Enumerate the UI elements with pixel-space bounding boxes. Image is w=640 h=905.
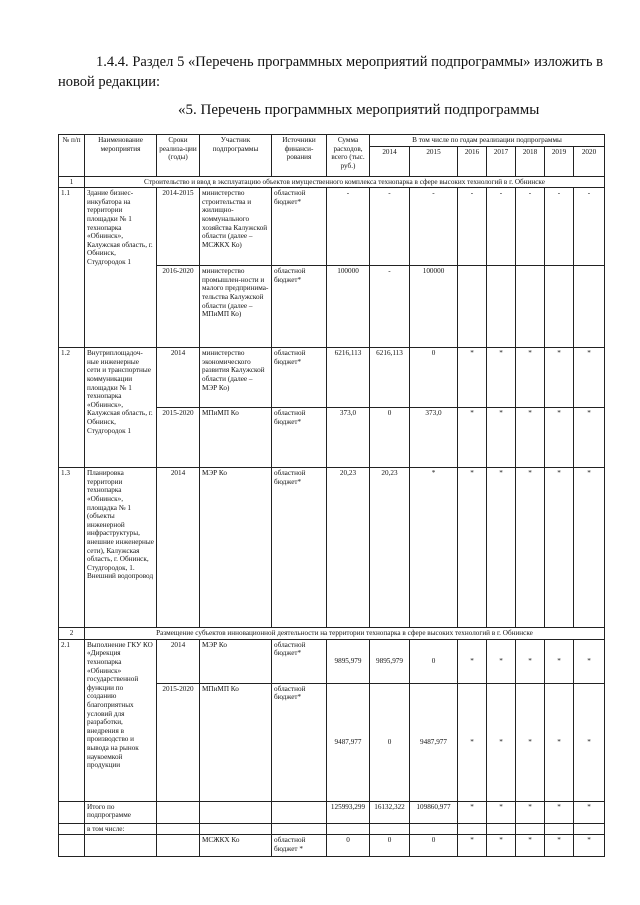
item-y2019: * xyxy=(545,468,574,628)
intro-number: 1.4.4. xyxy=(96,54,129,70)
last-sum: 0 xyxy=(327,835,370,857)
item-terms: 2014 xyxy=(157,639,200,683)
item-num: 1.3 xyxy=(59,468,85,628)
item-source: областной бюджет* xyxy=(272,408,327,468)
item-y2020: * xyxy=(574,408,605,468)
including-empty-cell xyxy=(458,823,487,835)
item-source: областной бюджет* xyxy=(272,683,327,801)
item-y2019: - xyxy=(545,188,574,266)
item-y2020: * xyxy=(574,348,605,408)
item-y2015: * xyxy=(410,468,458,628)
item-num: 2.1 xyxy=(59,639,85,801)
total-empty-cell xyxy=(272,801,327,823)
including-empty-cell xyxy=(574,823,605,835)
item-y2018: * xyxy=(516,348,545,408)
section-num: 1 xyxy=(59,176,85,188)
item-source: областной бюджет* xyxy=(272,188,327,266)
header-year: 2014 xyxy=(370,146,410,176)
item-num: 1.2 xyxy=(59,348,85,468)
including-empty-cell xyxy=(410,823,458,835)
item-y2018: * xyxy=(516,408,545,468)
last-y2016: * xyxy=(458,835,487,857)
intro-text: Раздел 5 «Перечень программных мероприятий подпрограммы» изложить в новой редакции: xyxy=(58,54,603,90)
item-y2018: * xyxy=(516,468,545,628)
last-name-cell xyxy=(85,835,157,857)
item-y2015: 0 xyxy=(410,639,458,683)
item-terms: 2014-2015 xyxy=(157,188,200,266)
item-y2016: * xyxy=(458,348,487,408)
item-y2015: 0 xyxy=(410,348,458,408)
item-y2015: 100000 xyxy=(410,266,458,348)
header-sources: Источники финанси-рования xyxy=(272,135,327,177)
last-y2020: * xyxy=(574,835,605,857)
item-participant: министерство промышлен-ности и малого предпринима-тельства Калужской области (далее – МПиМП Ко) xyxy=(200,266,272,348)
including-empty-cell xyxy=(370,823,410,835)
item-source: областной бюджет* xyxy=(272,348,327,408)
item-y2018 xyxy=(516,266,545,348)
header-year: 2016 xyxy=(458,146,487,176)
item-y2016: * xyxy=(458,683,487,801)
item-participant: МПиМП Ко xyxy=(200,408,272,468)
header-year: 2018 xyxy=(516,146,545,176)
item-y2019 xyxy=(545,266,574,348)
including-num-cell xyxy=(59,823,85,835)
including-empty-cell xyxy=(157,823,200,835)
header-year: 2017 xyxy=(487,146,516,176)
item-y2018: - xyxy=(516,188,545,266)
item-sum: 20,23 xyxy=(327,468,370,628)
total-y2015: 109860,977 xyxy=(410,801,458,823)
header-year: 2020 xyxy=(574,146,605,176)
total-sum: 125993,299 xyxy=(327,801,370,823)
item-y2019: * xyxy=(545,639,574,683)
item-y2017: * xyxy=(487,683,516,801)
item-sum: 9487,977 xyxy=(327,683,370,801)
item-y2014: 20,23 xyxy=(370,468,410,628)
item-y2015: 373,0 xyxy=(410,408,458,468)
item-y2018: * xyxy=(516,683,545,801)
header-num: № п/п xyxy=(59,135,85,177)
item-y2017: - xyxy=(487,188,516,266)
item-y2014: 9895,979 xyxy=(370,639,410,683)
item-participant: МПиМП Ко xyxy=(200,683,272,801)
header-terms: Сроки реализа-ции (годы) xyxy=(157,135,200,177)
including-empty-cell xyxy=(200,823,272,835)
program-measures-table xyxy=(58,134,605,857)
section-title: «5. Перечень программных мероприятий подпрограммы xyxy=(178,102,540,118)
item-y2020 xyxy=(574,266,605,348)
intro-paragraph xyxy=(58,52,603,92)
last-y2015: 0 xyxy=(410,835,458,857)
item-y2015: 9487,977 xyxy=(410,683,458,801)
item-y2016: * xyxy=(458,408,487,468)
item-y2017: * xyxy=(487,408,516,468)
last-y2018: * xyxy=(516,835,545,857)
item-sum: 373,0 xyxy=(327,408,370,468)
item-participant: министерство экономического развития Калужской области (далее – МЭР Ко) xyxy=(200,348,272,408)
item-y2016: * xyxy=(458,639,487,683)
including-empty-cell xyxy=(516,823,545,835)
item-terms: 2015-2020 xyxy=(157,683,200,801)
item-participant: министерство строительства и жилищно-коммунального хозяйства Калужской области (далее – МСЖКХ Ко) xyxy=(200,188,272,266)
total-y2020: * xyxy=(574,801,605,823)
item-source: областной бюджет* xyxy=(272,468,327,628)
last-terms-cell xyxy=(157,835,200,857)
item-name: Внутриплощадоч-ные инженерные сети и транспортные коммуникации площадки № 1 технопарка «Обнинск», Калужская область, г. Обнинск, Студгородок 1 xyxy=(85,348,157,468)
item-y2014: - xyxy=(370,188,410,266)
item-y2016: * xyxy=(458,468,487,628)
item-name: Здание бизнес-инкубатора на территории площадки № 1 технопарка «Обнинск», Калужская область, г. Обнинск, Студгородок 1 xyxy=(85,188,157,348)
item-participant: МЭР Ко xyxy=(200,639,272,683)
item-sum: 9895,979 xyxy=(327,639,370,683)
including-empty-cell xyxy=(487,823,516,835)
item-y2019: * xyxy=(545,408,574,468)
item-y2017 xyxy=(487,266,516,348)
total-y2019: * xyxy=(545,801,574,823)
item-name: Планировка территории технопарка «Обнинск», площадка № 1 (объекты инженерной инфраструктуры, внешние инженерные сети), Калужская область, г. Обнинск, Студгородок, 1. Внешний водопровод xyxy=(85,468,157,628)
item-terms: 2014 xyxy=(157,348,200,408)
item-y2018: * xyxy=(516,639,545,683)
header-by-years: В том числе по годам реализации подпрограммы xyxy=(370,135,605,147)
item-y2014: - xyxy=(370,266,410,348)
header-name: Наименование мероприятия xyxy=(85,135,157,177)
item-participant: МЭР Ко xyxy=(200,468,272,628)
total-num-cell xyxy=(59,801,85,823)
item-y2016 xyxy=(458,266,487,348)
last-y2014: 0 xyxy=(370,835,410,857)
total-empty-cell xyxy=(200,801,272,823)
item-source: областной бюджет* xyxy=(272,266,327,348)
item-y2020: - xyxy=(574,188,605,266)
section-title-row: Строительство и ввод в эксплуатацию объектов имущественного комплекса технопарка в сфере высоких технологий в г. Обнинске xyxy=(85,176,605,188)
item-sum: - xyxy=(327,188,370,266)
item-y2020: * xyxy=(574,639,605,683)
item-sum: 6216,113 xyxy=(327,348,370,408)
item-y2017: * xyxy=(487,639,516,683)
including-empty-cell xyxy=(272,823,327,835)
total-y2017: * xyxy=(487,801,516,823)
item-y2017: * xyxy=(487,468,516,628)
section-title-row: Размещение субъектов инновационной деятельности на территории технопарка в сфере высоких технологий в г. Обнинске xyxy=(85,628,605,640)
last-num-cell xyxy=(59,835,85,857)
item-y2014: 0 xyxy=(370,683,410,801)
including-empty-cell xyxy=(545,823,574,835)
last-source: областной бюджет * xyxy=(272,835,327,857)
item-y2019: * xyxy=(545,683,574,801)
item-sum: 100000 xyxy=(327,266,370,348)
item-y2020: * xyxy=(574,468,605,628)
item-y2016: - xyxy=(458,188,487,266)
section-num: 2 xyxy=(59,628,85,640)
item-y2020: * xyxy=(574,683,605,801)
item-terms: 2016-2020 xyxy=(157,266,200,348)
item-y2019: * xyxy=(545,348,574,408)
item-source: областной бюджет* xyxy=(272,639,327,683)
last-participant: МСЖКХ Ко xyxy=(200,835,272,857)
total-y2018: * xyxy=(516,801,545,823)
header-year: 2015 xyxy=(410,146,458,176)
item-y2015: - xyxy=(410,188,458,266)
item-num: 1.1 xyxy=(59,188,85,348)
including-label: в том числе: xyxy=(85,823,157,835)
total-y2014: 16132,322 xyxy=(370,801,410,823)
including-empty-cell xyxy=(327,823,370,835)
item-terms: 2015-2020 xyxy=(157,408,200,468)
total-label: Итого по подпрограмме xyxy=(85,801,157,823)
header-sum: Сумма расходов, всего (тыс. руб.) xyxy=(327,135,370,177)
item-y2017: * xyxy=(487,348,516,408)
item-name: Выполнение ГКУ КО «Дирекция технопарка «Обнинск» государственной функции по созданию благоприятных условий для разработки, внедрения в производство и вывода на рынок наукоемкой продукции xyxy=(85,639,157,801)
last-y2017: * xyxy=(487,835,516,857)
item-y2014: 6216,113 xyxy=(370,348,410,408)
total-empty-cell xyxy=(157,801,200,823)
header-year: 2019 xyxy=(545,146,574,176)
header-participant: Участник подпрограммы xyxy=(200,135,272,177)
total-y2016: * xyxy=(458,801,487,823)
item-terms: 2014 xyxy=(157,468,200,628)
last-y2019: * xyxy=(545,835,574,857)
item-y2014: 0 xyxy=(370,408,410,468)
